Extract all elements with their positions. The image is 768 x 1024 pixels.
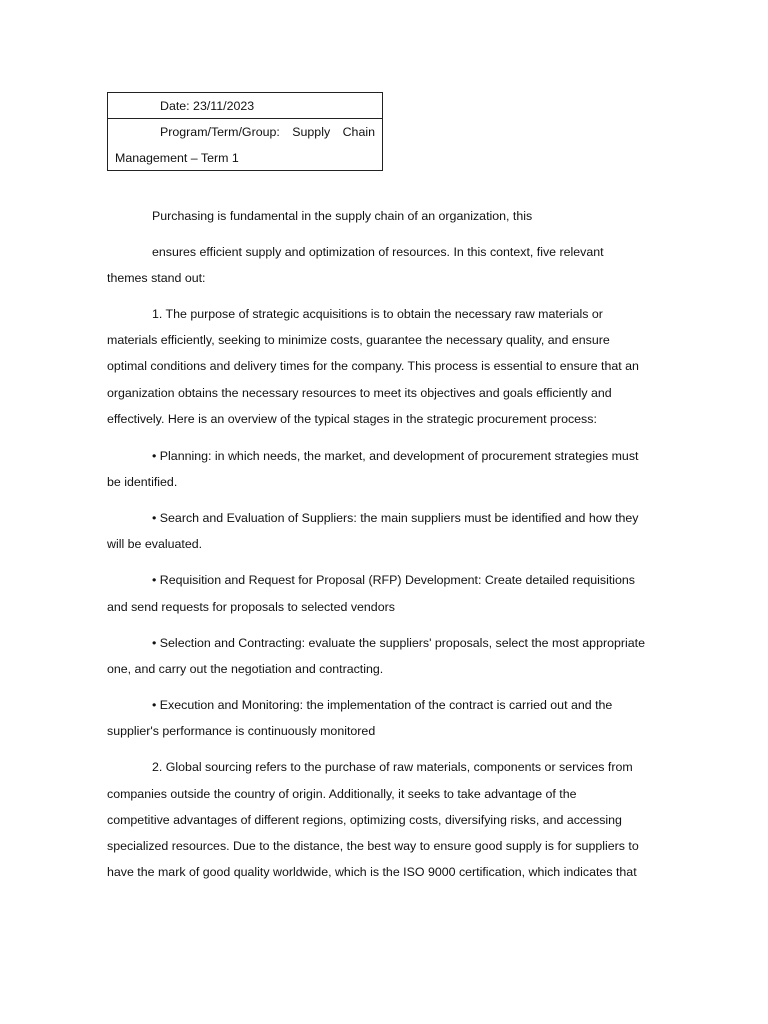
p2-line-3: competitive advantages of different regions, optimizing costs, diversifying risks, and accessing bbox=[107, 813, 622, 827]
bullet-search-line-1: • Search and Evaluation of Suppliers: the main suppliers must be identified and how they bbox=[152, 511, 639, 525]
bullet-requisition-line-1: • Requisition and Request for Proposal (RFP) Development: Create detailed requisitions bbox=[152, 573, 635, 587]
program-word-chain: Chain bbox=[342, 125, 375, 139]
program-line-2: Management – Term 1 bbox=[115, 151, 239, 165]
program-word-supply: Supply bbox=[292, 125, 331, 139]
bullet-planning-line-1: • Planning: in which needs, the market, and development of procurement strategies must bbox=[152, 449, 639, 463]
p2-line-5: have the mark of good quality worldwide, which is the ISO 9000 certification, which indicates that bbox=[107, 865, 637, 879]
p2-line-1: 2. Global sourcing refers to the purchase of raw materials, components or services from bbox=[152, 760, 633, 774]
intro-line-1: Purchasing is fundamental in the supply chain of an organization, this bbox=[152, 209, 533, 223]
bullet-execution-line-2: supplier's performance is continuously monitored bbox=[107, 724, 376, 738]
p2-line-2: companies outside the country of origin. Additionally, it seeks to take advantage of the bbox=[107, 787, 577, 801]
intro-line-2: ensures efficient supply and optimization of resources. In this context, five relevant bbox=[152, 245, 604, 259]
header-table bbox=[107, 92, 383, 171]
p2-line-4: specialized resources. Due to the distance, the best way to ensure good supply is for suppliers to bbox=[107, 839, 639, 853]
p1-line-1: 1. The purpose of strategic acquisitions is to obtain the necessary raw materials or bbox=[152, 307, 603, 321]
date-text: Date: 23/11/2023 bbox=[160, 99, 255, 113]
p1-line-3: optimal conditions and delivery times for the company. This process is essential to ensure that an bbox=[107, 359, 639, 373]
program-line-1 bbox=[115, 119, 382, 145]
bullet-selection-line-2: one, and carry out the negotiation and contracting. bbox=[107, 662, 384, 676]
p1-line-4: organization obtains the necessary resources to meet its objectives and goals efficiently and bbox=[107, 386, 612, 400]
program-cell bbox=[108, 119, 382, 170]
bullet-search-line-2: will be evaluated. bbox=[107, 537, 203, 551]
bullet-planning-line-2: be identified. bbox=[107, 475, 178, 489]
p1-line-5: effectively. Here is an overview of the typical stages in the strategic procurement process: bbox=[107, 412, 597, 426]
bullet-selection-line-1: • Selection and Contracting: evaluate the suppliers' proposals, select the most appropriate bbox=[152, 636, 645, 650]
date-cell bbox=[108, 93, 382, 119]
program-label: Program/Term/Group: bbox=[160, 125, 280, 139]
bullet-execution-line-1: • Execution and Monitoring: the implementation of the contract is carried out and the bbox=[152, 698, 613, 712]
intro-line-3: themes stand out: bbox=[107, 271, 206, 285]
p1-line-2: materials efficiently, seeking to minimize costs, guarantee the necessary quality, and ensure bbox=[107, 333, 610, 347]
bullet-requisition-line-2: and send requests for proposals to selected vendors bbox=[107, 600, 395, 614]
